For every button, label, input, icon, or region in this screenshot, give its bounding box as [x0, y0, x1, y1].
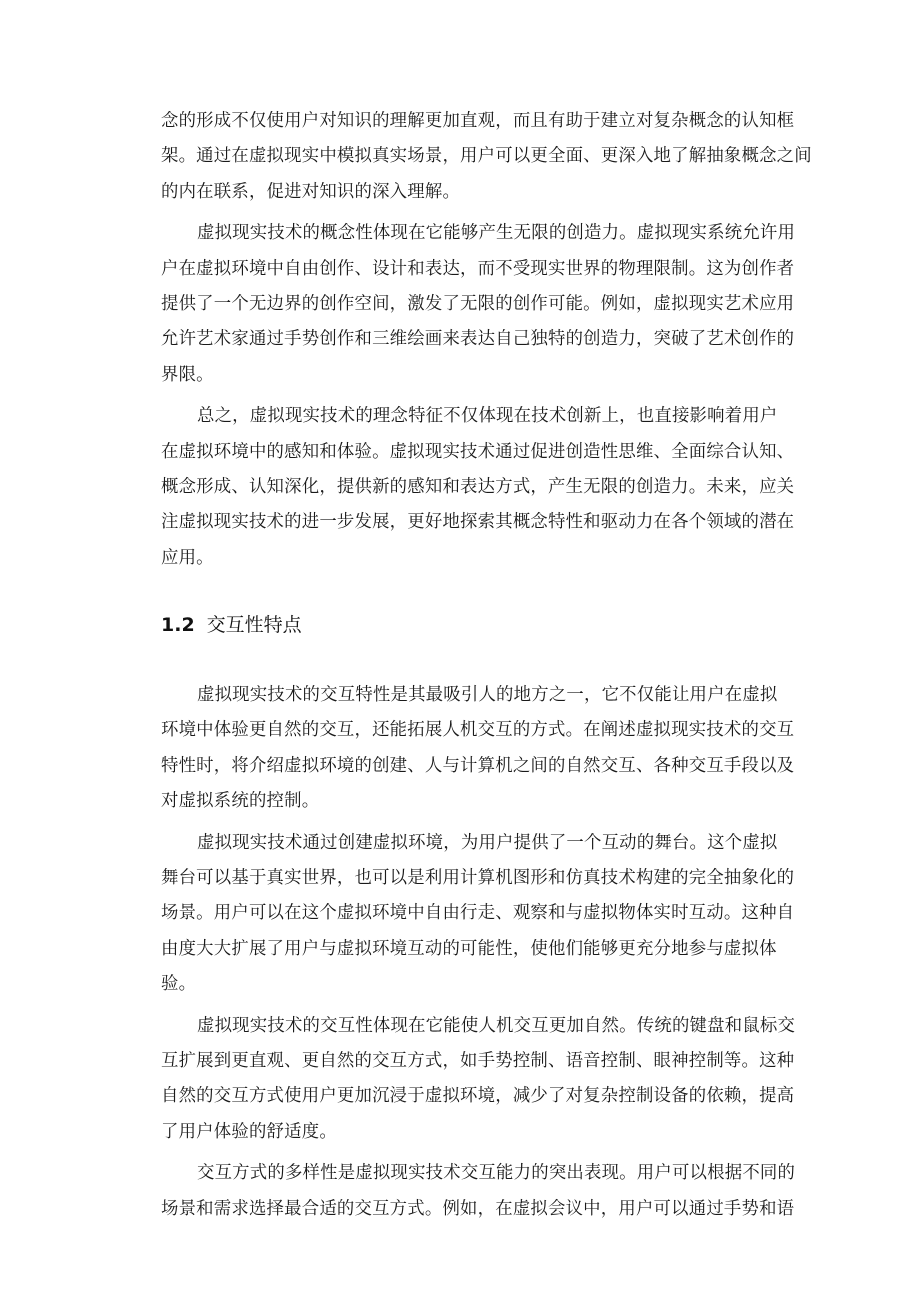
section-2-body	[161, 678, 796, 1227]
text-line: 场景。用户可以在这个虚拟环境中自由行走、观察和与虚拟物体实时互动。这种自	[161, 903, 795, 924]
text-line: 舞台可以基于真实世界，也可以是利用计算机图形和仿真技术构建的完全抽象化的	[161, 868, 795, 889]
text-line: 提供了一个无边界的创作空间，激发了无限的创作可能。例如，虚拟现实艺术应用	[161, 293, 795, 314]
section-title: 交互性特点	[206, 614, 302, 637]
paragraph	[161, 678, 795, 820]
section-1-body	[161, 104, 812, 576]
text-line: 的内在联系，促进对知识的深入理解。	[161, 181, 461, 202]
text-line: 环境中体验更自然的交互，还能拓展人机交互的方式。在阐述虚拟现实技术的交互	[161, 720, 795, 741]
paragraph	[161, 399, 795, 576]
text-line: 虚拟现实技术通过创建虚拟环境，为用户提供了一个互动的舞台。这个虚拟	[197, 832, 778, 853]
text-line: 了用户体验的舒适度。	[161, 1121, 337, 1142]
text-line: 户在虚拟环境中自由创作、设计和表达，而不受现实世界的物理限制。这为创作者	[161, 258, 795, 279]
text-line: 注虚拟现实技术的进一步发展，更好地探索其概念特性和驱动力在各个领域的潜在	[161, 512, 795, 533]
text-line: 自然的交互方式使用户更加沉浸于虚拟环境，减少了对复杂控制设备的依赖，提高	[161, 1086, 795, 1107]
text-line: 概念形成、认知深化，提供新的感知和表达方式，产生无限的创造力。未来，应关	[161, 476, 795, 497]
text-line: 对虚拟系统的控制。	[161, 791, 320, 812]
text-line: 虚拟现实技术的交互性体现在它能使人机交互更加自然。传统的键盘和鼠标交	[197, 1015, 796, 1036]
text-line: 互扩展到更直观、更自然的交互方式，如手势控制、语音控制、眼神控制等。这种	[161, 1050, 795, 1071]
text-line: 念的形成不仅使用户对知识的理解更加直观，而且有助于建立对复杂概念的认知框	[161, 111, 795, 131]
section-number: 1.2	[161, 614, 195, 637]
text-line: 交互方式的多样性是虚拟现实技术交互能力的突出表现。用户可以根据不同的	[197, 1163, 796, 1184]
text-line: 应用。	[161, 547, 214, 568]
text-line: 场景和需求选择最合适的交互方式。例如，在虚拟会议中，用户可以通过手势和语	[161, 1198, 795, 1219]
text-line: 虚拟现实技术的交互特性是其最吸引人的地方之一，它不仅能让用户在虚拟	[197, 685, 778, 706]
text-line: 总之，虚拟现实技术的理念特征不仅体现在技术创新上，也直接影响着用户	[197, 406, 778, 427]
paragraph	[161, 216, 796, 393]
section-heading	[161, 612, 773, 638]
paragraph	[161, 1156, 796, 1227]
text-line: 界限。	[161, 364, 214, 385]
text-line: 验。	[161, 974, 197, 995]
document-page	[161, 104, 812, 1233]
paragraph	[161, 1009, 796, 1151]
text-line: 在虚拟环境中的感知和体验。虚拟现实技术通过促进创造性思维、全面综合认知、	[161, 441, 795, 462]
text-line: 架。通过在虚拟现实中模拟真实场景，用户可以更全面、更深入地了解抽象概念之间	[161, 146, 812, 167]
text-line: 允许艺术家通过手势创作和三维绘画来表达自己独特的创造力，突破了艺术创作的	[161, 329, 795, 350]
paragraph	[161, 826, 795, 1003]
text-line: 由度大大扩展了用户与虚拟环境互动的可能性，使他们能够更充分地参与虚拟体	[161, 938, 777, 959]
paragraph	[161, 104, 812, 210]
text-line: 特性时，将介绍虚拟环境的创建、人与计算机之间的自然交互、各种交互手段以及	[161, 755, 795, 776]
text-line: 虚拟现实技术的概念性体现在它能够产生无限的创造力。虚拟现实系统允许用	[197, 223, 796, 244]
